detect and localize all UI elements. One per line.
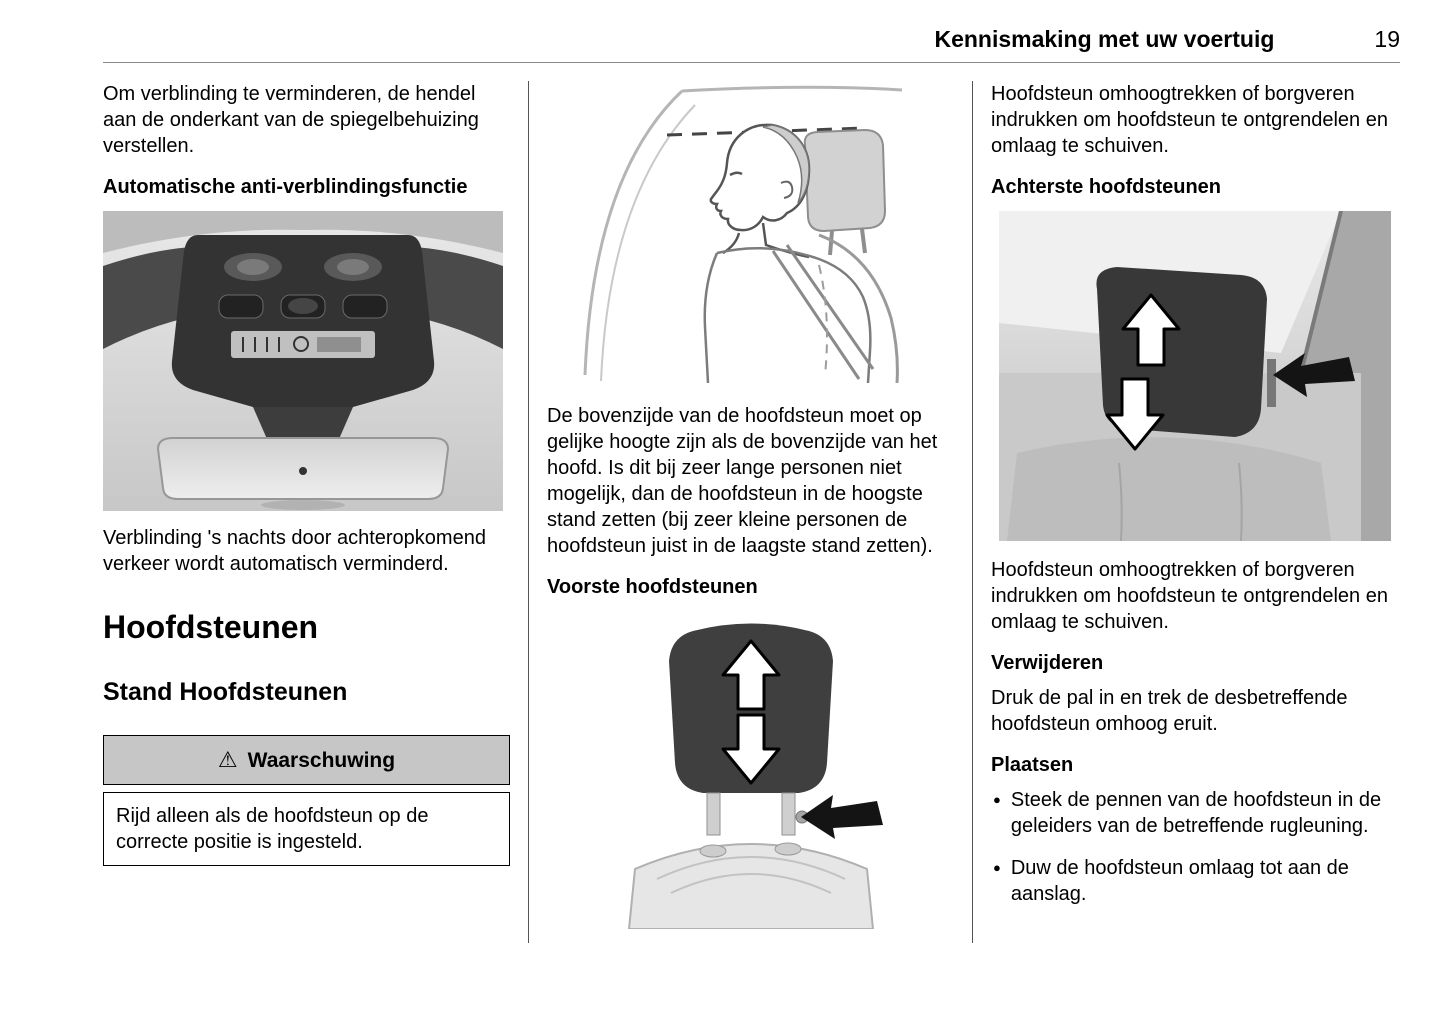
figure-front-headrest <box>547 611 954 929</box>
warning-text: Rijd alleen als de hoofdsteun op de correcte positie is ingesteld. <box>103 792 510 866</box>
page-header <box>103 0 1400 53</box>
column-divider <box>528 81 529 943</box>
headrests-section-heading: Hoofdsteunen <box>103 609 319 645</box>
headrest-position-heading: Stand Hoofdsteunen <box>103 678 348 706</box>
auto-dim-caption: Verblinding 's nachts door achteropkomend verkeer wordt automatisch verminderd. <box>103 527 486 575</box>
rear-headrest-illustration <box>999 211 1391 541</box>
warning-triangle-icon: ⚠ <box>217 747 238 772</box>
mirror-console-illustration <box>103 211 503 511</box>
page-number: 19 <box>1374 26 1400 52</box>
chapter-title: Kennismaking met uw voertuig <box>934 26 1275 52</box>
header-rule <box>103 62 1400 63</box>
left-column <box>103 81 510 943</box>
warning-title: Waarschuwing <box>247 749 396 772</box>
warning-title-bar <box>103 735 510 785</box>
figure-head-position <box>547 83 954 383</box>
list-item <box>991 787 1398 839</box>
rear-release-text: Hoofdsteun omhoogtrekken of borgveren indrukken om hoofdsteun te ontgrendelen en omlaag te schuiven. <box>991 559 1388 633</box>
remove-text: Druk de pal in en trek de desbetreffende hoofdsteun omhoog eruit. <box>991 687 1348 735</box>
remove-heading: Verwijderen <box>991 652 1104 674</box>
warning-box <box>103 735 510 866</box>
bullet-text: Duw de hoofdsteun omlaag tot aan de aanslag. <box>1010 857 1349 905</box>
column-divider <box>972 81 973 943</box>
figure-mirror-console <box>103 211 510 511</box>
install-heading: Plaatsen <box>991 754 1074 776</box>
rear-intro-text: Hoofdsteun omhoogtrekken of borgveren indrukken om hoofdsteun te ontgrendelen en omlaag te schuiven. <box>991 83 1388 157</box>
headrest-height-text: De bovenzijde van de hoofdsteun moet op gelijke hoogte zijn als de bovenzijde van het hoofd. Is dit bij zeer lange personen niet mogelijk, dan de hoofdsteun in de hoogste stand zetten (bij zeer kleine personen de hoofdsteun juist in de laagste stand zetten). <box>547 405 938 557</box>
head-position-illustration <box>567 83 935 383</box>
content-columns <box>103 81 1400 943</box>
auto-dim-heading: Automatische anti-verblindingsfunctie <box>103 176 468 198</box>
headrest-post <box>1267 359 1276 407</box>
rear-headrests-heading: Achterste hoofdsteunen <box>991 176 1222 198</box>
middle-column <box>547 81 954 943</box>
figure-rear-headrest <box>991 211 1398 541</box>
bullet-icon: ● <box>993 792 1001 807</box>
front-headrests-heading: Voorste hoofdsteunen <box>547 576 758 598</box>
bullet-text: Steek de pennen van de hoofdsteun in de geleiders van de betreffende rugleuning. <box>1010 789 1382 837</box>
front-headrest-illustration <box>605 611 897 929</box>
headrest-shape <box>804 130 884 231</box>
bullet-icon: ● <box>993 860 1001 875</box>
right-column <box>991 81 1398 943</box>
list-item <box>991 855 1398 907</box>
mirror-intro-text: Om verblinding te verminderen, de hendel aan de onderkant van de spiegelbehuizing verstellen. <box>103 83 479 157</box>
